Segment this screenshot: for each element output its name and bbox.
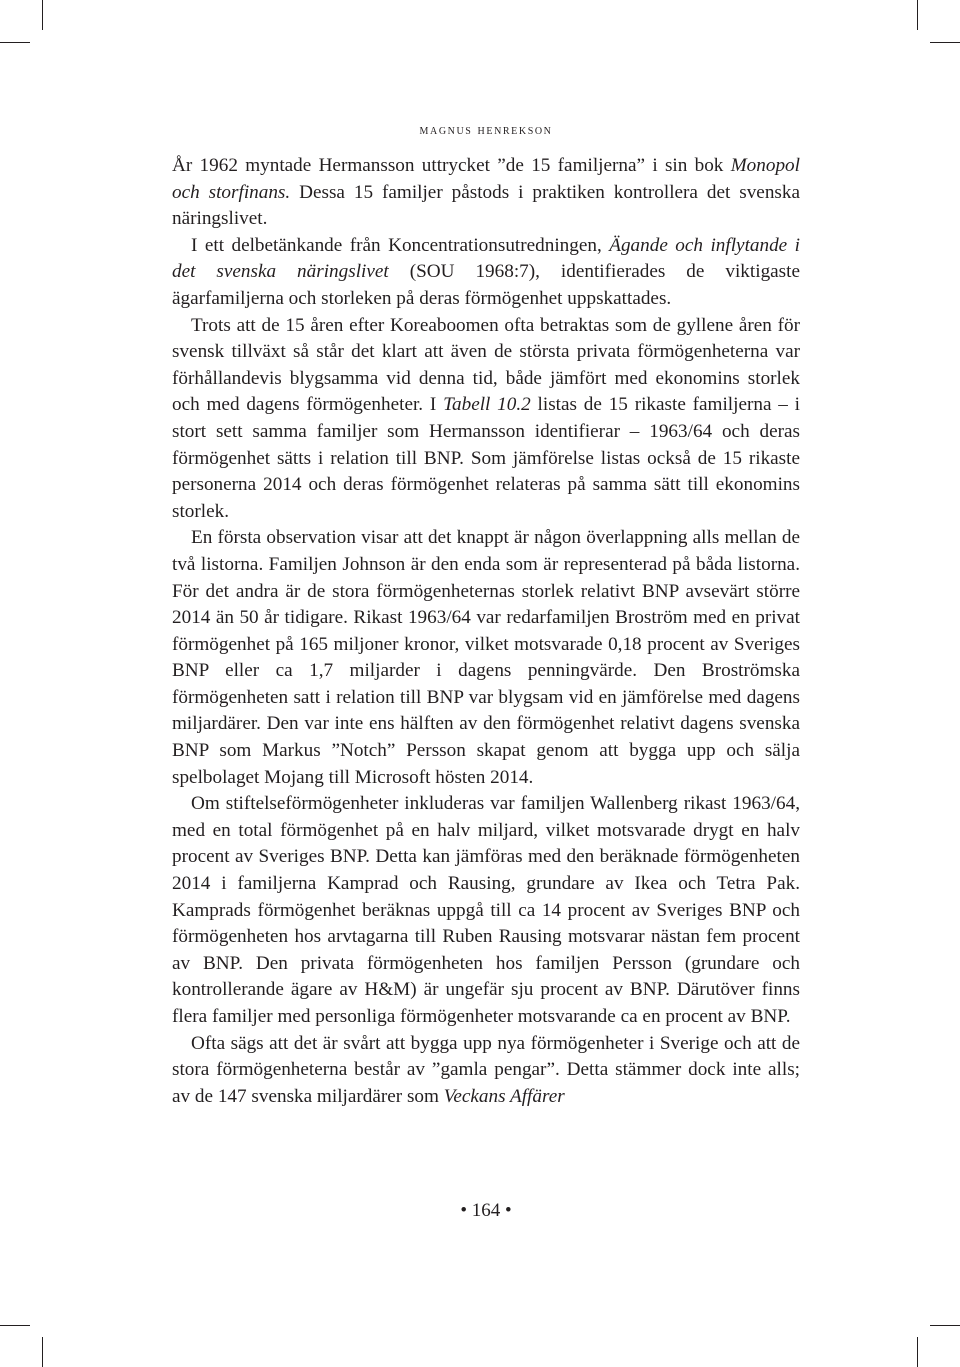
italic-text: Monopol och storfinans. bbox=[172, 155, 800, 203]
crop-mark-top-left-v bbox=[42, 0, 43, 30]
crop-mark-top-left-h bbox=[0, 42, 30, 43]
crop-mark-bottom-left-h bbox=[0, 1325, 30, 1326]
paragraph bbox=[172, 1031, 800, 1111]
text-run: I ett delbetänkande från Koncentrationsutredningen, bbox=[191, 234, 610, 256]
crop-mark-top-right-h bbox=[930, 42, 960, 43]
text-run: Trots att de 15 åren efter Koreaboomen ofta betraktas som de gyllene åren för svensk tillväxt så står det klart att även de största privata förmögenheterna var förhållandevis blygsamma vid denna tid, både jämfört med ekonomins storlek och med dagens förmögenheter. I bbox=[172, 314, 800, 416]
text-run: Ofta sägs att det är svårt att bygga upp nya förmögenheter i Sverige och att de stora förmögenheterna består av ”gamla pengar”. Detta stämmer dock inte alls; av de 147 svenska miljardärer som bbox=[172, 1032, 800, 1107]
paragraph bbox=[172, 525, 800, 791]
paragraph bbox=[172, 313, 800, 526]
text-run: År 1962 myntade Hermansson uttrycket ”de 15 familjerna” i sin bok bbox=[172, 155, 731, 176]
paragraph bbox=[172, 233, 800, 313]
crop-mark-bottom-right-v bbox=[917, 1337, 918, 1367]
crop-mark-top-right-v bbox=[917, 0, 918, 30]
crop-mark-bottom-right-h bbox=[930, 1325, 960, 1326]
running-head: magnus henrekson bbox=[419, 123, 553, 138]
text-run: Om stiftelseförmögenheter inkluderas var familjen Wallenberg rikast 1963/64, med en total förmögenhet på en halv miljard, vilket motsvarade drygt en halv procent av Sveriges BNP. Detta kan jämföras med den beräknade förmögenheten 2014 i familjerna Kamprad och Rausing, grundare av Ikea och Tetra Pak. Kamprads förmögenhet beräknas uppgå till ca 14 procent av Sveriges BNP och förmögenheten hos arvtagarna till Ruben Rausing motsvarar nästan fem procent av BNP. Den privata förmögenheten hos familjen Persson (grundare och kontrollerande ägare av H&M) är ungefär sju procent av BNP. Därutöver finns flera familjer med personliga förmögenheter motsvarande ca en procent av BNP. bbox=[172, 793, 800, 1027]
text-run: Dessa 15 familjer påstods i praktiken kontrollera det svenska näringslivet. bbox=[172, 181, 800, 230]
italic-text: Veckans Affärer bbox=[443, 1085, 565, 1107]
italic-text: Tabell 10.2 bbox=[443, 394, 531, 416]
italic-text: Ägande och inflytande i det svenska näringslivet bbox=[172, 234, 800, 283]
text-run: (SOU 1968:7), identifierades de viktigaste ägarfamiljerna och storleken på deras förmögenhet uppskattades. bbox=[172, 261, 800, 309]
body-text bbox=[172, 153, 800, 1110]
paragraph bbox=[172, 153, 800, 233]
page-number: • 164 • bbox=[460, 1200, 512, 1221]
text-run: listas de 15 rikaste familjerna – i stort sett samma familjer som Hermansson identifierar – 1963/64 och deras förmögenhet sätts i relation till BNP. Som jämförelse listas också de 15 rikaste personerna 2014 och deras förmögenhet relateras på samma sätt till ekonomins storlek. bbox=[172, 394, 800, 522]
text-run: En första observation visar att det knappt är någon överlappning alls mellan de två listorna. Familjen Johnson är den enda som är representerad på båda listorna. För det andra är de stora förmögenheternas storlek relativt BNP avsevärt större 2014 än 50 år tidigare. Rikast 1963/64 var redarfamiljen Broström med en privat förmögenhet på 165 miljoner kronor, vilket motsvarade 0,18 procent av Sveriges BNP eller ca 1,7 miljarder i dagens penningvärde. Den Broströmska förmögenheten satt i relation till BNP var blygsam vid en jämförelse med dagens miljardärer. Den var inte ens hälften av den förmögenhet relativt dagens svenska BNP som Markus ”Notch” Persson skapat genom att bygga upp och sälja spelbolaget Mojang till Microsoft hösten 2014. bbox=[172, 527, 800, 788]
crop-mark-bottom-left-v bbox=[42, 1337, 43, 1367]
paragraph bbox=[172, 791, 800, 1030]
